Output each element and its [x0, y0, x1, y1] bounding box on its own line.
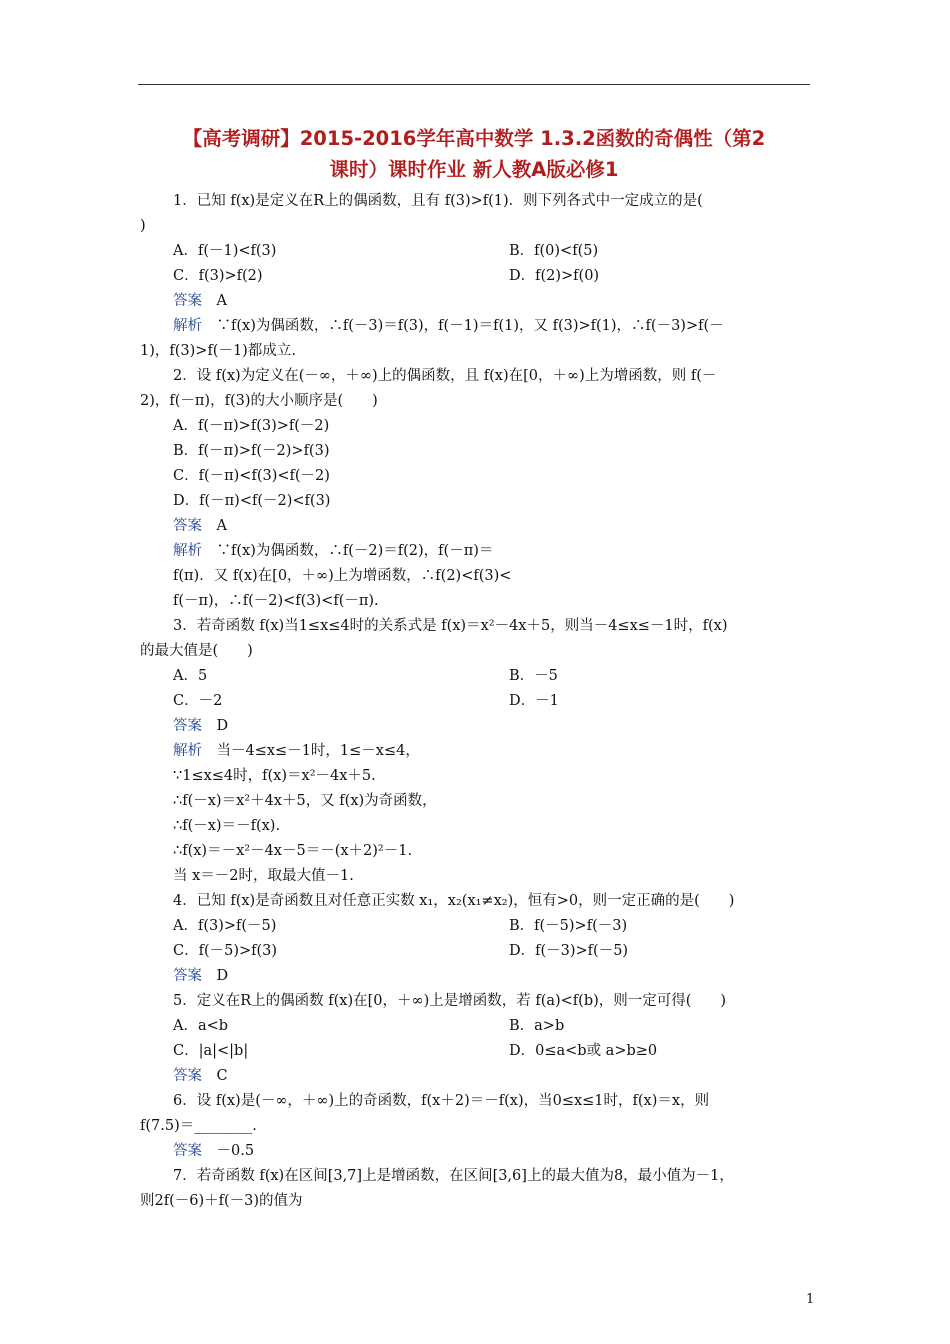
- text-line: [509, 666, 558, 686]
- text-line: [140, 341, 296, 361]
- text-line: [173, 866, 354, 886]
- line-text: A．a<b: [173, 1018, 229, 1034]
- line-text: f(－π)，∴f(－2)<f(3)<f(－π).: [173, 593, 379, 609]
- text-line: [173, 766, 376, 786]
- text-line: [173, 416, 329, 436]
- text-line: [173, 191, 703, 211]
- text-line: [509, 1041, 657, 1061]
- line-text: 当 x＝－2时，取最大值－1.: [173, 868, 354, 884]
- answer-line: [173, 291, 227, 311]
- line-text: B．f(－π)>f(－2)>f(3): [173, 443, 330, 459]
- text-line: [173, 1166, 734, 1186]
- line-text: A．f(－1)<f(3): [173, 243, 277, 259]
- line-text: B．a>b: [509, 1018, 565, 1034]
- line-text: f(π)．又 f(x)在[0，＋∞)上为增函数，∴f(2)<f(3)<: [173, 568, 512, 584]
- text-line: [173, 941, 277, 961]
- answer-label: 答案: [173, 293, 202, 309]
- text-line: [173, 666, 207, 686]
- line-text: A．5: [173, 668, 208, 684]
- text-line: [509, 266, 599, 286]
- text-line: [173, 491, 330, 511]
- line-text: 的最大值是( ): [140, 643, 253, 659]
- answer-line: [173, 1141, 254, 1161]
- line-text: C．f(－5)>f(3): [173, 943, 278, 959]
- text-line: [140, 1116, 257, 1136]
- line-text: 当－4≤x≤－1时，1≤－x≤4，: [216, 743, 420, 759]
- analysis-label: 解析: [173, 743, 202, 759]
- line-text: ∴f(x)＝－x²－4x－5＝－(x＋2)²－1.: [173, 843, 413, 859]
- answer-label: 答案: [173, 1143, 202, 1159]
- text-line: [173, 916, 276, 936]
- text-line: [173, 1016, 228, 1036]
- answer-label: 答案: [173, 968, 202, 984]
- text-line: [509, 691, 559, 711]
- text-line: [509, 241, 598, 261]
- line-text: ∵f(x)为偶函数，∴f(－2)＝f(2)，f(－π)＝: [216, 543, 494, 559]
- line-text: ∴f(－x)＝x²＋4x＋5，又 f(x)为奇函数，: [173, 793, 437, 809]
- page-number: 1: [806, 1292, 815, 1307]
- line-text: D．f(2)>f(0): [509, 268, 600, 284]
- line-text: A: [216, 293, 227, 309]
- text-line: [173, 266, 263, 286]
- line-text: D: [216, 968, 229, 984]
- text-line: [509, 1016, 564, 1036]
- line-text: 3．若奇函数 f(x)当1≤x≤4时的关系式是 f(x)＝x²－4x＋5，则当－4≤x≤－1时，f(x): [173, 618, 728, 634]
- text-line: [140, 1191, 303, 1211]
- answer-label: 答案: [173, 718, 202, 734]
- text-line: [173, 366, 716, 386]
- line-text: D．f(－π)<f(－2)<f(3): [173, 493, 331, 509]
- text-line: [140, 641, 253, 661]
- line-text: C．－2: [173, 693, 223, 709]
- answer-line: [173, 716, 228, 736]
- analysis-line: [173, 316, 724, 336]
- text-line: [173, 241, 276, 261]
- line-text: －0.5: [216, 1143, 255, 1159]
- line-text: C．f(3)>f(2): [173, 268, 263, 284]
- line-text: ): [140, 218, 146, 234]
- line-text: A: [216, 518, 227, 534]
- line-text: 1．已知 f(x)是定义在R上的偶函数，且有 f(3)>f(1)．则下列各式中一定成立的是(: [173, 193, 703, 209]
- text-line: [140, 216, 146, 236]
- analysis-label: 解析: [173, 318, 202, 334]
- text-line: [140, 391, 378, 411]
- line-text: 5．定义在R上的偶函数 f(x)在[0，＋∞)上是增函数，若 f(a)<f(b)，则一定可得( ): [173, 993, 727, 1009]
- doc-title-line-1: 【高考调研】2015-2016学年高中数学 1.3.2函数的奇偶性（第2: [182, 127, 766, 150]
- line-text: D．f(－3)>f(－5): [509, 943, 629, 959]
- line-text: 则2f(－6)＋f(－3)的值为: [140, 1193, 303, 1209]
- text-line: [173, 841, 412, 861]
- line-text: B．f(0)<f(5): [509, 243, 599, 259]
- text-line: [173, 1091, 709, 1111]
- line-text: D．0≤a<b或 a>b≥0: [509, 1043, 658, 1059]
- line-text: B．f(－5)>f(－3): [509, 918, 628, 934]
- answer-line: [173, 1066, 228, 1086]
- answer-line: [173, 516, 227, 536]
- text-line: [173, 591, 379, 611]
- line-text: 2)，f(－π)，f(3)的大小顺序是( ): [140, 393, 378, 409]
- line-text: C．f(－π)<f(3)<f(－2): [173, 468, 330, 484]
- line-text: D: [216, 718, 229, 734]
- text-line: [509, 916, 627, 936]
- doc-title-line-2: 课时）课时作业 新人教A版必修1: [329, 158, 619, 181]
- answer-label: 答案: [173, 1068, 202, 1084]
- line-text: 6．设 f(x)是(－∞，＋∞)上的奇函数，f(x＋2)＝－f(x)，当0≤x≤1时，f(x)＝x，则: [173, 1093, 710, 1109]
- line-text: C．|a|<|b|: [173, 1043, 249, 1059]
- analysis-line: [173, 541, 493, 561]
- text-line: [173, 566, 511, 586]
- header-rule: [138, 84, 810, 85]
- text-line: [509, 941, 628, 961]
- line-text: ∵f(x)为偶函数，∴f(－3)＝f(3)，f(－1)＝f(1)，又 f(3)>f(1)，∴f(－3)>f(－: [216, 318, 724, 334]
- line-text: D．－1: [509, 693, 559, 709]
- line-text: C: [216, 1068, 228, 1084]
- line-text: A．f(－π)>f(3)>f(－2): [173, 418, 330, 434]
- line-text: B．－5: [509, 668, 558, 684]
- text-line: [173, 891, 734, 911]
- text-line: [173, 1041, 248, 1061]
- text-line: [173, 791, 437, 811]
- line-text: f(7.5)＝________.: [140, 1118, 257, 1134]
- text-line: [173, 691, 222, 711]
- answer-line: [173, 966, 228, 986]
- line-text: ∴f(－x)＝－f(x).: [173, 818, 281, 834]
- text-line: [173, 816, 280, 836]
- line-text: ∵1≤x≤4时，f(x)＝x²－4x＋5.: [173, 768, 376, 784]
- analysis-label: 解析: [173, 543, 202, 559]
- line-text: 4．已知 f(x)是奇函数且对任意正实数 x₁，x₂(x₁≠x₂)，恒有>0，则一定正确的是( ): [173, 893, 735, 909]
- text-line: [173, 466, 330, 486]
- line-text: A．f(3)>f(－5): [173, 918, 277, 934]
- line-text: 2．设 f(x)为定义在(－∞，＋∞)上的偶函数，且 f(x)在[0，＋∞)上为增函数，则 f(－: [173, 368, 717, 384]
- line-text: 7．若奇函数 f(x)在区间[3,7]上是增函数，在区间[3,6]上的最大值为8，最小值为－1，: [173, 1168, 734, 1184]
- text-line: [173, 991, 726, 1011]
- text-line: [173, 441, 329, 461]
- line-text: 1)，f(3)>f(－1)都成立.: [140, 343, 296, 359]
- text-line: [173, 616, 728, 636]
- answer-label: 答案: [173, 518, 202, 534]
- analysis-line: [173, 741, 420, 761]
